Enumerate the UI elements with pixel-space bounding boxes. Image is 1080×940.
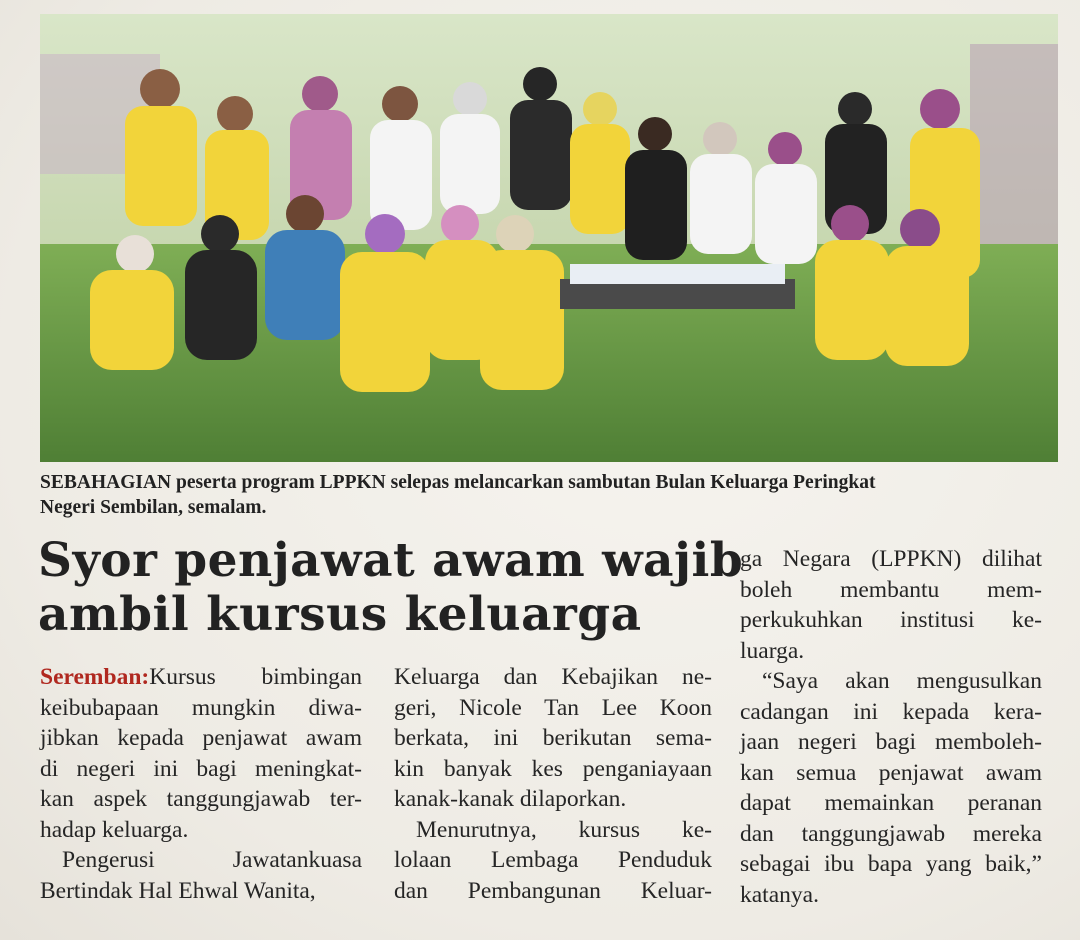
group-photo-illustration bbox=[40, 14, 1058, 462]
dateline: Seremban: bbox=[40, 664, 150, 690]
article-line: sebagai ibu bapa yang baik,” bbox=[740, 851, 1042, 877]
article-line: berkata, ini berikutan sema- bbox=[394, 725, 712, 751]
article-line bbox=[40, 662, 362, 693]
article-line: kan aspek tanggungjawab ter- bbox=[40, 786, 362, 812]
article-line: dan tanggungjawab mereka bbox=[740, 820, 1042, 847]
article-line: boleh membantu mem- bbox=[740, 576, 1042, 603]
article-column-3 bbox=[740, 544, 1042, 910]
article-column-2 bbox=[394, 662, 712, 906]
article-line: dan Pembangunan Keluar- bbox=[394, 877, 712, 904]
article-line: katanya. bbox=[740, 881, 819, 908]
article-line: Bertindak Hal Ehwal Wanita, bbox=[40, 877, 316, 904]
article-line: kan semua penjawat awam bbox=[740, 759, 1042, 786]
article-line: cadangan ini kepada kera- bbox=[740, 698, 1042, 725]
headline-line: Syor penjawat awam wajib bbox=[38, 533, 744, 588]
article-line: lolaan Lembaga Penduduk bbox=[394, 847, 712, 873]
article-line: Menurutnya, kursus ke- bbox=[416, 816, 712, 843]
article-line: kin banyak kes penganiayaan bbox=[394, 755, 712, 782]
article-line: keibubapaan mungkin diwa- bbox=[40, 694, 362, 721]
article-line: perkukuhkan institusi ke- bbox=[740, 607, 1042, 633]
article-line: hadap keluarga. bbox=[40, 816, 189, 843]
article-line: jibkan kepada penjawat awam bbox=[40, 725, 362, 751]
group-photo bbox=[40, 14, 1058, 462]
article-line: dapat memainkan peranan bbox=[740, 790, 1042, 816]
article-line: ga Negara (LPPKN) dilihat bbox=[740, 546, 1042, 572]
caption-line: Negeri Sembilan, semalam. bbox=[40, 497, 267, 518]
caption-line: SEBAHAGIAN peserta program LPPKN selepas melancarkan sambutan Bulan Keluarga Peringkat bbox=[40, 472, 876, 493]
headline bbox=[38, 533, 744, 642]
article-line: luarga. bbox=[740, 637, 805, 664]
article-line: Pengerusi Jawatankuasa bbox=[62, 847, 362, 873]
photo-caption bbox=[40, 470, 1040, 520]
article-line: geri, Nicole Tan Lee Koon bbox=[394, 694, 712, 721]
article-column-1 bbox=[40, 662, 362, 906]
article-text: Kursus bimbingan bbox=[149, 664, 362, 690]
article-line: jaan negeri bagi memboleh- bbox=[740, 729, 1042, 755]
headline-line: ambil kursus keluarga bbox=[38, 587, 642, 642]
article-line: Keluarga dan Kebajikan ne- bbox=[394, 664, 712, 690]
article-line: “Saya akan mengusulkan bbox=[762, 668, 1042, 694]
article-line: di negeri ini bagi meningkat- bbox=[40, 755, 362, 782]
article-line: kanak-kanak dilaporkan. bbox=[394, 786, 627, 812]
